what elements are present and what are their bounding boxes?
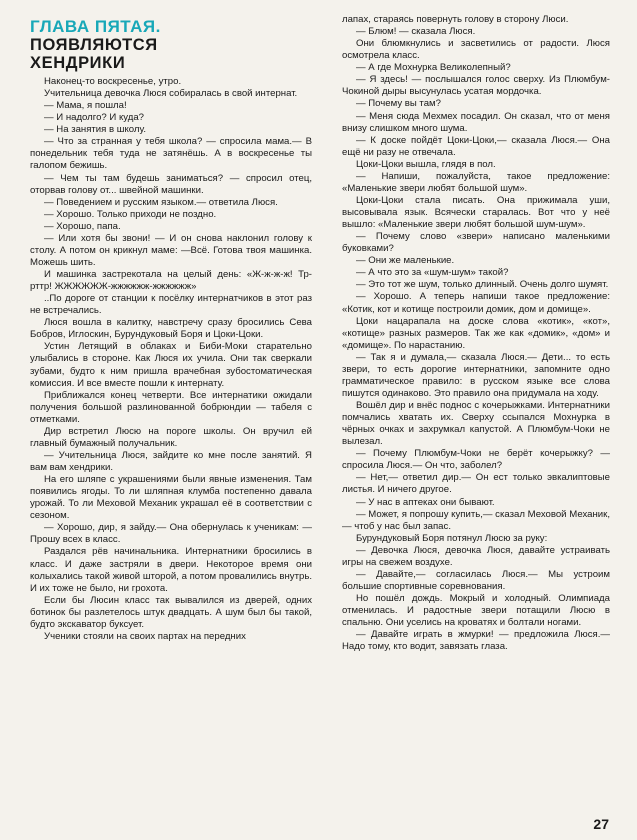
paragraph: — Давайте,— согласилась Люся.— Мы устроим большие спортивные соревнования. [342,568,610,592]
paragraph: — Или хотя бы звони! — И он снова наклонил голову к столу. А потом он крикнул маме: —Всё. Готова твоя машинка. Можешь шить. [30,232,312,268]
paragraph: Устин Летящий в облаках и Биби-Моки старательно улыбались в стороне. Как Люся их учила. Они так сверкали зубами, будто к ним пришла врачебная зубостоматическая комиссия. И все вместе пошли к интернату. [30,341,312,389]
paragraph: — Может, я попрошу купить,— сказал Меховой Механик,— чтоб у нас был запас. [342,508,610,532]
chapter-title-line: ХЕНДРИКИ [30,54,126,72]
paragraph: ..По дороге от станции к посёлку интернатчиков в этот раз не встречались. [30,293,312,317]
paragraph: И машинка застрекотала на целый день: «Ж-ж-ж-ж! Тр-рттр! ЖЖЖЖЖЖ-жжжжжж-жжжжжж» [30,269,312,293]
paragraph: — Почему вы там? [356,98,441,110]
paragraph: На его шляпе с украшениями были явные изменения. Там появились ягоды. То ли шляпная клумба постепенно давала урожай. То ли Меховой Механик украшал её в соответствии с сезоном. [30,474,312,522]
paragraph: Цоки-Цоки стала писать. Она прижимала уши, высовывала язык. Всячески старалась. Вот что у неё вышло: «Маленькие звери любят большой шум-шум». [342,194,610,231]
paragraph: — Мама, я пошла! [44,100,127,112]
paragraph: Дир встретил Люсю на пороге школы. Он вручил ей главный бумажный получальник. [30,425,312,449]
paragraph: — Почему слово «звери» написано маленькими буковками? [342,231,610,255]
paragraph: Люся вошла в калитку, навстречу сразу бросились Сева Бобров, Иглоскин, Бурундуковый Боря и Цоки-Цоки. [30,317,312,341]
paragraph: Раздался рёв начинальника. Интернатники бросились в класс. И даже застряли в двери. Некоторое время они колыхались такой живой шторой, а потом провалились внутрь. И их тоже не было, ни грохота. [30,546,312,594]
chapter-title-line: ПОЯВЛЯЮТСЯ [30,36,158,54]
paragraph: Они блюмкнулись и засветились от радости. Люся осмотрела класс. [342,38,610,62]
paragraph: — Давайте играть в жмурки! — предложила Люся.— Надо тому, кто водит, завязать глаза. [342,629,610,653]
paragraph: Наконец-то воскресенье, утро. [44,76,182,87]
left-column [30,18,312,643]
chapter-label: ГЛАВА ПЯТАЯ. [30,17,161,36]
paragraph: Если бы Люсин класс так вывалился из дверей, одних ботинок бы разлетелось штук двадцать. А шум был бы такой, будто экскаватор буксует. [30,594,312,630]
paragraph: Учительница девочка Люся собиралась в свой интернат. [44,88,298,100]
page-number: 27 [593,816,609,832]
paragraph: — Почему Плюмбум-Чоки не берёт кочерыжку? — спросила Люся.— Он что, заболел? [342,448,610,472]
paragraph: — А что это за «шум-шум» такой? [356,267,509,279]
paragraph: — Хорошо, дир, я зайду.— Она обернулась к ученикам: — Прошу всех в класс. [30,522,312,546]
paragraph: — Меня сюда Мехмех посадил. Он сказал, что от меня внизу слишком много шума. [342,110,610,134]
paragraph: — Девочка Люся, девочка Люся, давайте устраивать игры на свежем воздухе. [342,544,610,568]
paragraph: — У нас в аптеках они бывают. [356,496,495,508]
paragraph: — Я здесь! — послышался голос сверху. Из Плюмбум-Чокиной дыры высунулась усатая мордочка. [342,74,610,98]
paragraph: — Хорошо, папа. [44,220,121,232]
paragraph: — А где Мохнурка Великолепный? [356,62,511,74]
paragraph: Цоки-Цоки вышла, глядя в пол. [356,158,496,170]
paragraph: — Так я и думала,— сказала Люся.— Дети... то есть звери, то есть дорогие интернатники, запомните одно грамматическое правило: в русском языке все слова пишутся одинаково. Это правило она придумала на ходу. [342,351,610,399]
chapter-title [30,36,312,72]
paragraph: Но пошёл дождь. Мокрый и холодный. Олимпиада отменилась. И радостные звери потащили Люсю в спальню. Они уселись на кроватях и болтали ногами. [342,593,610,629]
paragraph: — Блюм! — сказала Люся. [356,26,476,38]
paragraph: — Что за странная у тебя школа? — спросила мама.— В понедельник тебя туда не затянёшь. А в воскресенье ты галопом бежишь. [30,136,312,172]
right-column-text [342,14,610,653]
left-column-text [30,76,312,643]
paragraph: Бурундуковый Боря потянул Люсю за руку: [356,532,548,544]
paragraph: Вошёл дир и внёс поднос с кочерыжками. Интернатники помчались хватать их. Сверху ссыпался Мохнурка в чёрных очках и захрумкал капустой. А Плюмбум-Чоки не вылезал. [342,400,610,448]
paragraph: — Нет,— ответил дир.— Он ест только эвкалиптовые листья. И ничего другое. [342,472,610,496]
paragraph: — Это тот же шум, только длинный. Очень долго шумят. [356,279,609,291]
paragraph: — Хорошо. А теперь напиши такое предложение: «Котик, кот и котище построили домик, дом и домище». [342,291,610,315]
paragraph: — Хорошо. Только приходи не поздно. [44,208,217,220]
right-column [342,14,610,653]
paragraph: — Они же маленькие. [356,255,455,267]
paragraph: — На занятия в школу. [44,124,147,136]
paragraph: Приближался конец четверти. Все интернатики ожидали получения большой разлинованной бобрюндии — табеля с отметками. [30,389,312,425]
paragraph: — Поведением и русским языком.— ответила Люся. [44,196,278,208]
paragraph: лапах, стараясь повернуть голову в сторону Люси. [342,14,569,25]
paragraph: Цоки нацарапала на доске слова «котик», «кот», «котище» разных размеров. Так же как «домик», «дом» и «домище». По нарастанию. [342,315,610,351]
paragraph: Ученики стояли на своих партах на передних [44,630,246,642]
paragraph: — И надолго? И куда? [44,112,145,124]
paragraph: — К доске пойдёт Цоки-Цоки,— сказала Люся.— Она ещё ни разу не отвечала. [342,134,610,158]
paragraph: — Учительница Люся, зайдите ко мне после занятий. Я вам вам хендрики. [30,449,312,473]
paragraph: — Чем ты там будешь заниматься? — спросил отец, оторвав голову от... швейной машинки. [30,172,312,196]
paragraph: — Напиши, пожалуйста, такое предложение: «Маленькие звери любят большой шум». [342,170,610,194]
